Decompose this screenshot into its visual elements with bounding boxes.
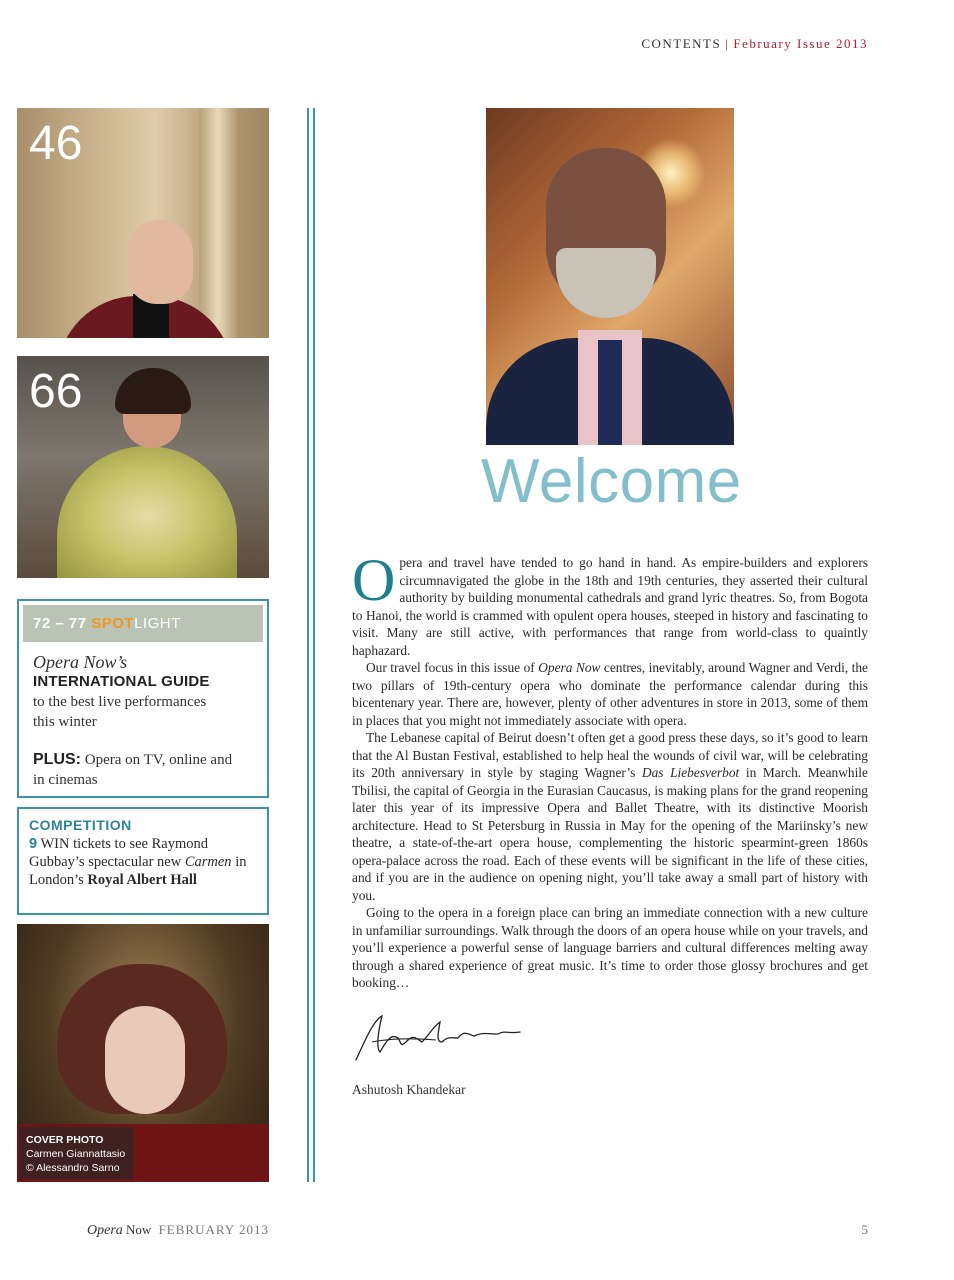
spotlight-plus xyxy=(33,750,233,790)
page-header xyxy=(641,36,868,52)
editor-portrait xyxy=(486,108,734,445)
marble-column xyxy=(199,108,237,338)
paragraph-2 xyxy=(352,659,868,729)
column-rule-right xyxy=(313,108,315,1182)
cover-caption-name: Carmen Giannattasio xyxy=(26,1148,126,1160)
spotlight-label-highlight: SPOT xyxy=(91,615,135,632)
column-rule-left xyxy=(307,108,309,1182)
plus-label: PLUS: xyxy=(33,751,81,768)
spotlight-header xyxy=(23,605,263,642)
signature xyxy=(352,1008,532,1068)
competition-venue: Royal Albert Hall xyxy=(87,872,197,888)
paragraph-2-b: centres, inevitably, around Wagner and Verdi, the two pillars of 19th-century opera who dominate the performance calendar during this bicentenary year. There are, however, plenty of other adventures in store in 2013, some of them in places that you might not immediately associate with opera. xyxy=(352,660,868,728)
spotlight-content xyxy=(19,642,267,790)
competition-text-2: in London’s xyxy=(29,854,247,888)
paragraph-3-b: in March. Meanwhile Tbilisi, the capital of Georgia in the Eurasian Caucasus, is making plans for the grand reopening later this year of its impressive Opera and Ballet Theatre, with its distinctive Moorish architecture. Head to St Petersburg in Russia in May for the opening of the Mariinsky’s new theatre, a state-of-the-art opera house, complementing the historic spearmint-green 1860s opera-palace across the road. Each of these events will be significant in the life of these cities, and if you are in the audience on opening night, you’ll take away a small part of history with you. xyxy=(352,765,868,903)
paragraph-1-text: pera and travel have tended to go hand in hand. As empire-builders and explorers circumnavigated the globe in the 18th and 19th centuries, they asserted their cultural authority by building monumental cathedrals and grand lyric theatres. So, from Bogota to Hanoi, the world is crammed with opulent opera houses, steeped in history and fascinating to visit. Many are still active, with performances that range from world-class to quaintly haphazard. xyxy=(352,555,868,658)
paragraph-3-em: Das Liebesverbot xyxy=(641,765,740,780)
page-footer xyxy=(87,1222,269,1239)
welcome-heading: Welcome xyxy=(481,447,742,516)
paragraph-3-a: The Lebanese capital of Beirut doesn’t often get a good press these days, so it’s good to learn that the Al Bustan Festival, established to help heal the wounds of civil war, will be celebrating its 20th anniversary in style by staging Wagner’s xyxy=(352,730,868,780)
paragraph-2-em: Opera Now xyxy=(538,660,601,675)
spotlight-box[interactable] xyxy=(17,599,269,798)
grey-beard xyxy=(556,248,656,318)
competition-body xyxy=(29,835,257,889)
paragraph-3 xyxy=(352,729,868,904)
spotlight-label-rest: LIGHT xyxy=(134,615,181,632)
competition-box[interactable] xyxy=(17,807,269,915)
spotlight-magazine: Opera Now’s xyxy=(33,652,128,672)
competition-title: COMPETITION xyxy=(29,817,132,833)
spotlight-guide-title: INTERNATIONAL GUIDE xyxy=(33,673,210,690)
feature-photo-46[interactable] xyxy=(17,108,269,338)
footer-date: FEBRUARY 2013 xyxy=(158,1222,269,1237)
dotted-tie xyxy=(598,340,622,445)
competition-page: 9 xyxy=(29,836,38,852)
cover-caption-title: COVER PHOTO xyxy=(26,1134,104,1146)
cover-caption xyxy=(20,1127,133,1179)
feature-photo-66[interactable] xyxy=(17,356,269,578)
page-number-66: 66 xyxy=(29,365,83,418)
footer-magazine-rest: Now xyxy=(126,1222,152,1237)
cover-caption-credit: © Alessandro Sarno xyxy=(26,1162,120,1174)
man-head xyxy=(127,220,193,304)
plus-text: Opera on TV, online and in cinemas xyxy=(33,752,233,788)
competition-text-italic: Carmen xyxy=(184,854,232,870)
competition-text-1: WIN tickets to see Raymond Gubbay’s spectacular new xyxy=(29,836,208,870)
paragraph-1 xyxy=(352,547,868,659)
drop-cap: O xyxy=(352,547,396,613)
page-number: 5 xyxy=(861,1222,868,1237)
section-label: CONTENTS xyxy=(641,36,722,51)
header-separator: | xyxy=(725,36,730,51)
footer-magazine-italic: Opera xyxy=(87,1223,123,1238)
author-name: Ashutosh Khandekar xyxy=(352,1082,466,1097)
paragraph-2-a: Our travel focus in this issue of xyxy=(366,660,535,675)
spotlight-guide-desc: to the best live performances this winter xyxy=(33,694,207,730)
page-number-46: 46 xyxy=(29,117,83,170)
yellow-dress xyxy=(57,446,237,578)
spotlight-pages: 72 – 77 xyxy=(33,615,87,632)
issue-label: February Issue 2013 xyxy=(733,36,868,51)
paragraph-4: Going to the opera in a foreign place can bring an immediate connection with a new culture in unfamiliar surroundings. Walk through the doors of an opera house while on your travels, and you’ll experience a powerful sense of language barriers and cultural differences melting away through a shared experience of great music. It’s time to order those glossy brochures and get booking… xyxy=(352,905,868,990)
cover-face xyxy=(105,1006,185,1114)
cover-photo[interactable] xyxy=(17,924,269,1182)
editorial-article xyxy=(352,547,868,992)
singer-hair xyxy=(115,368,191,414)
